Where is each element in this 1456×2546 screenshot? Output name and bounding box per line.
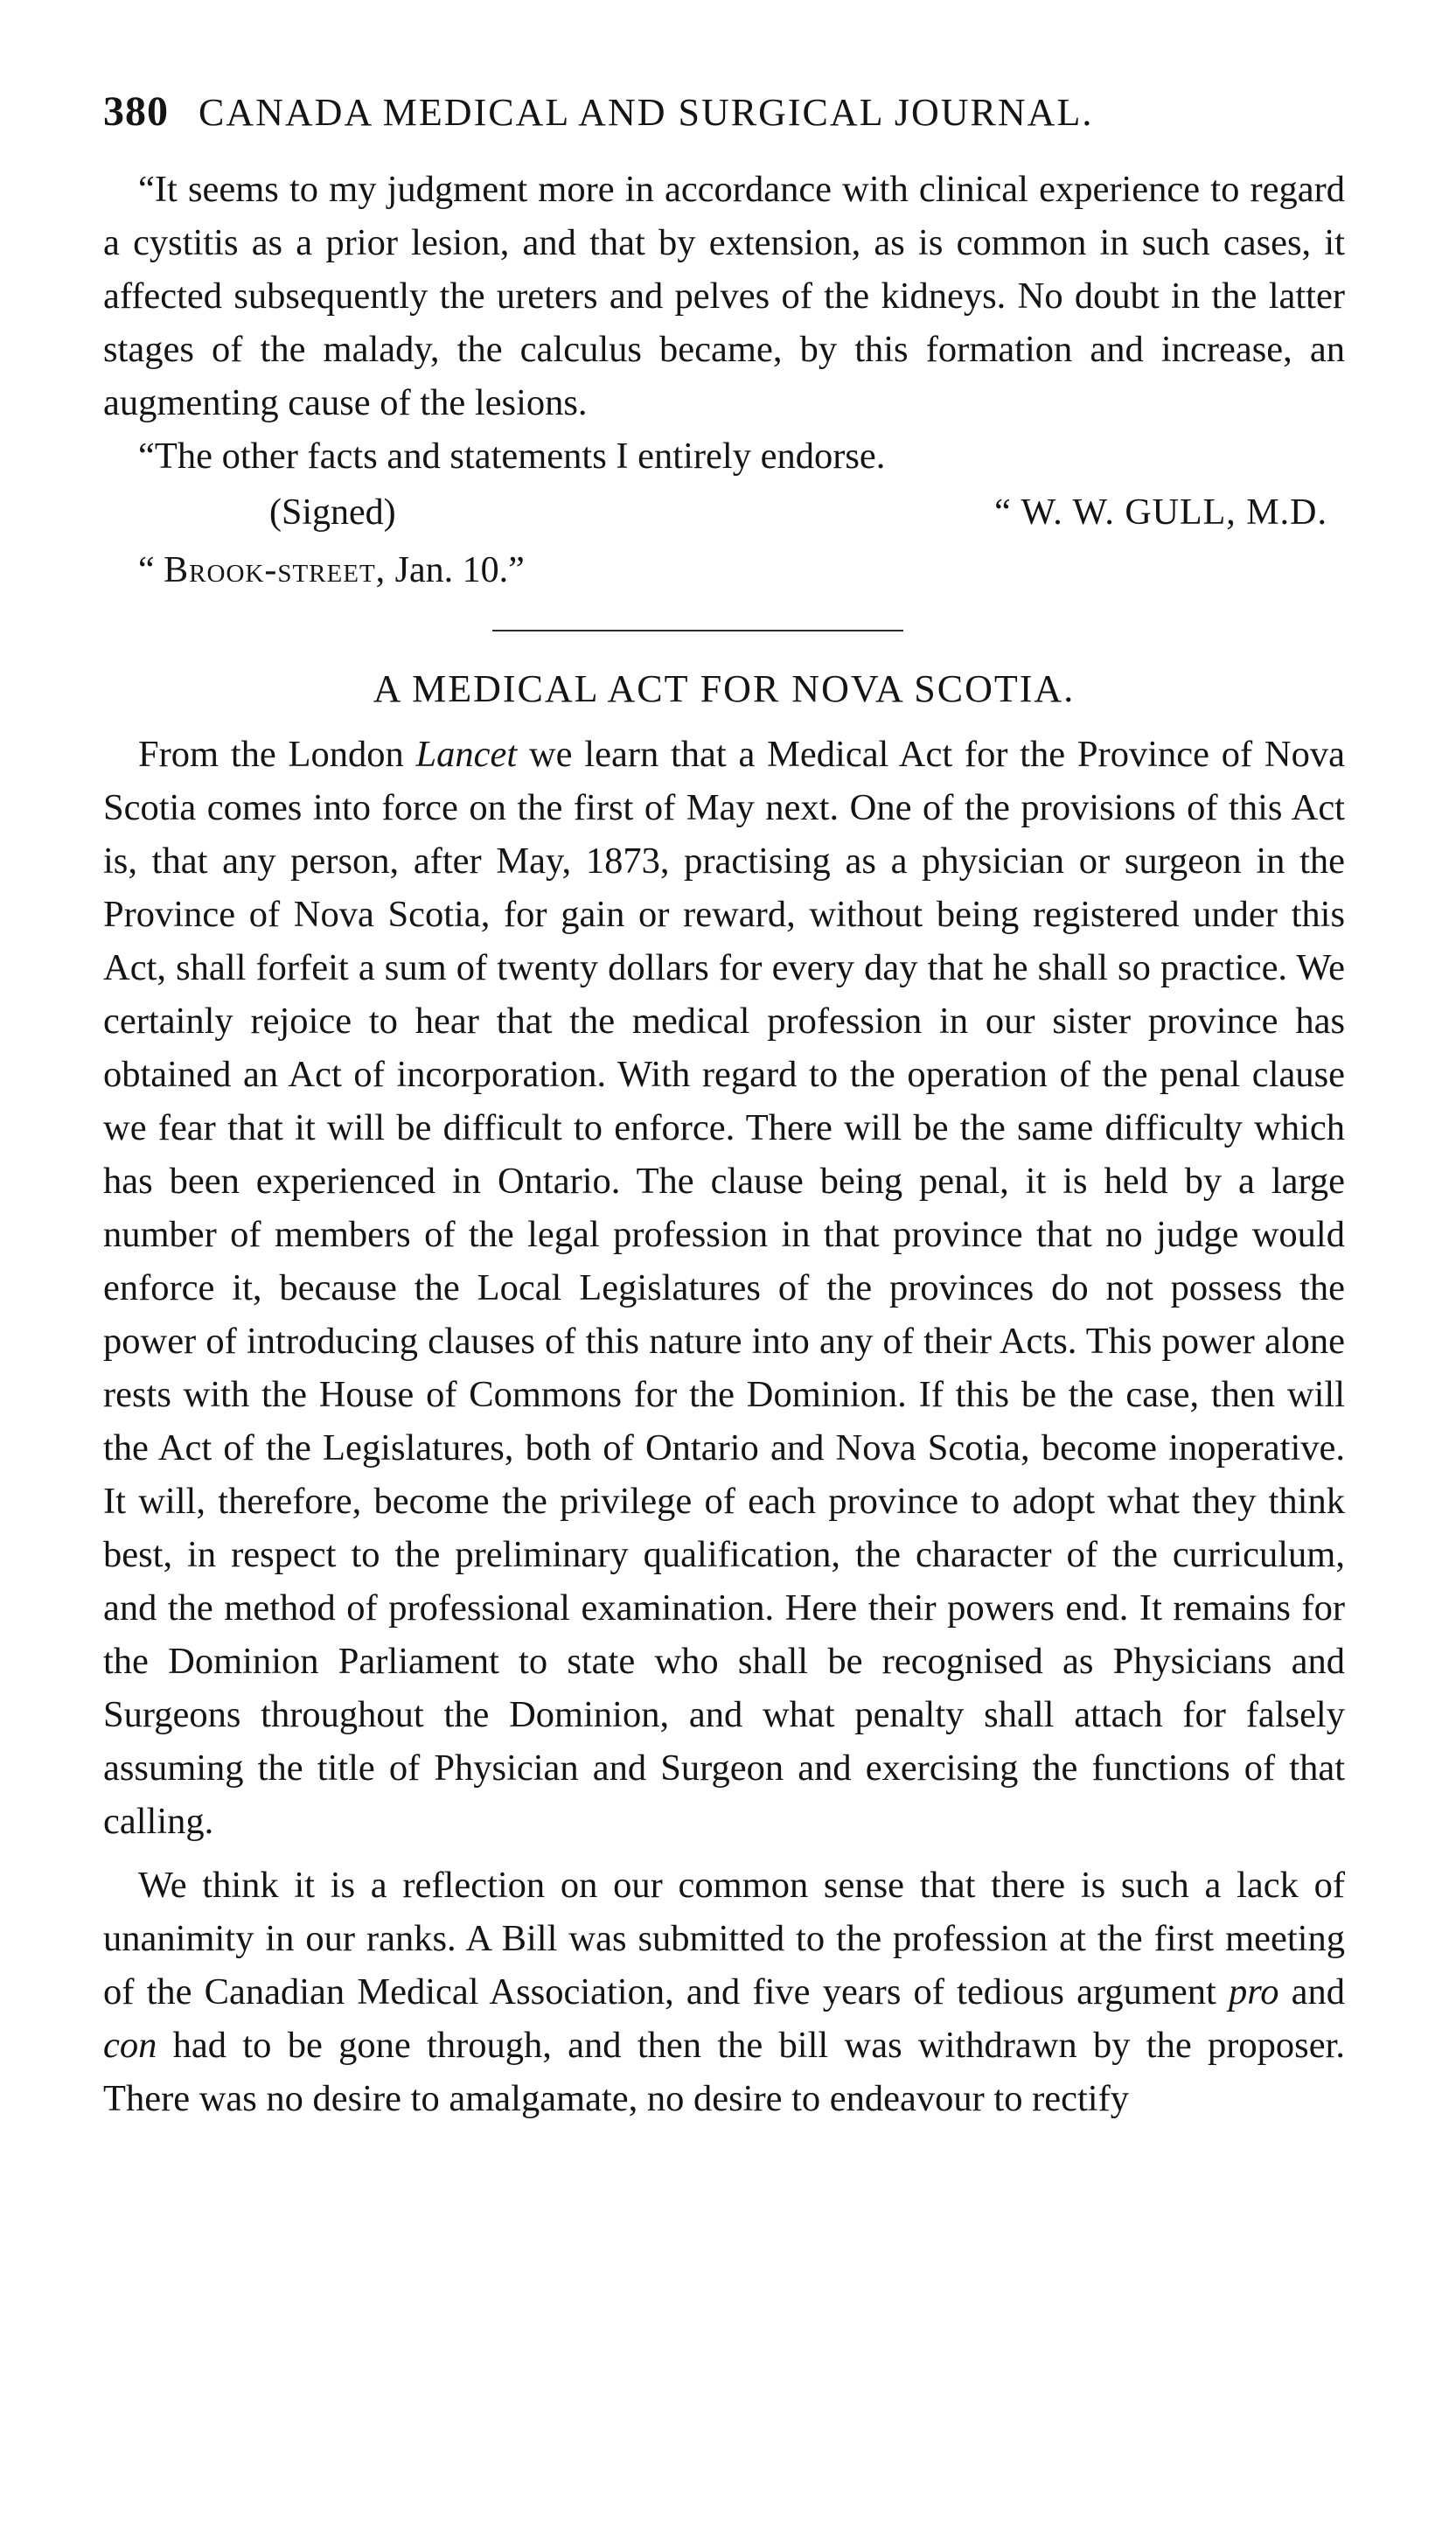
text-run: we learn that a Medical Act for the Province of Nova Scotia comes into force on the first of May next. One of the provisions of this Act is, that any person, after May, 1873, practising as a physician or surgeon in the Province of Nova Scotia, for gain or reward, without being registered under this Act, shall forfeit a sum of twenty dollars for every day that he shall so practice. We certainly rejoice to hear that the medical profession in our sister province has obtained an Act of incorporation. With regard to the operation of the penal clause we fear that it will be difficult to enforce. There will be the same difficulty which has been experienced in Ontario. The clause being penal, it is held by a large number of members of the legal profession in that province that no judge would enforce it, because the Local Legislatures of the provinces do not possess the power of introducing clauses of this nature into any of their Acts. This power alone rests with the House of Commons for the Dominion. If this be the case, then will the Act of the Legislatures, both of Ontario and Nova Scotia, become inoperative. It will, therefore, become the privilege of each province to adopt what they think best, in respect to the preliminary qualification, the character of the curriculum, and the method of professional examination. Here their powers end. It remains for the Dominion Parliament to state who shall be recognised as Physicians and Surgeons throughout the Dominion, and what penalty shall attach for falsely assuming the title of Physician and Surgeon and exercising the functions of that calling. (103, 734, 1345, 1842)
section-divider (492, 630, 903, 631)
place-name: Brook-street, (164, 550, 387, 590)
running-head (103, 87, 1345, 143)
article-title: A MEDICAL ACT FOR NOVA SCOTIA. (373, 667, 1076, 710)
text-run: and (1278, 1971, 1345, 2012)
signature-line (103, 483, 1345, 542)
page-number: 380 (103, 88, 169, 135)
quote-paragraph: “The other facts and statements I entirely endorse. (138, 436, 886, 477)
article-paragraph (103, 1859, 1345, 2125)
latin-term: con (103, 2025, 157, 2066)
article-paragraph (103, 728, 1345, 1848)
place-date: Jan. 10.” (386, 550, 525, 590)
article-body (103, 728, 1345, 2125)
signatory-name: “ W. W. GULL, M.D. (994, 492, 1327, 533)
signed-label: (Signed) (269, 492, 396, 533)
text-run: From the London (138, 734, 416, 775)
publication-name: Lancet (415, 734, 518, 775)
journal-title: CANADA MEDICAL AND SURGICAL JOURNAL. (199, 91, 1094, 134)
text-run: had to be gone through, and then the bill was withdrawn by the proposer. There was no desire to amalgamate, no desire to endeavour to rectify (103, 2025, 1345, 2119)
place-quote-mark: “ (138, 550, 155, 590)
text-run: We think it is a reflection on our common sense that there is such a lack of unanimity in our ranks. A Bill was submitted to the profession at the first meeting of the Canadian Medical Association, and five years of tedious argument (103, 1865, 1345, 2012)
letter-quote (103, 163, 1345, 483)
place-date-line (103, 542, 1345, 598)
quote-paragraph: “It seems to my judgment more in accordance with clinical experience to regard a cystitis as a prior lesion, and that by extension, as is common in such cases, it affected subsequently the ureters and pelves of the kidneys. No doubt in the latter stages of the malady, the calculus became, by this formation and increase, an augmenting cause of the lesions. (103, 169, 1345, 423)
latin-term: pro (1228, 1971, 1279, 2012)
journal-page (103, 87, 1345, 2125)
